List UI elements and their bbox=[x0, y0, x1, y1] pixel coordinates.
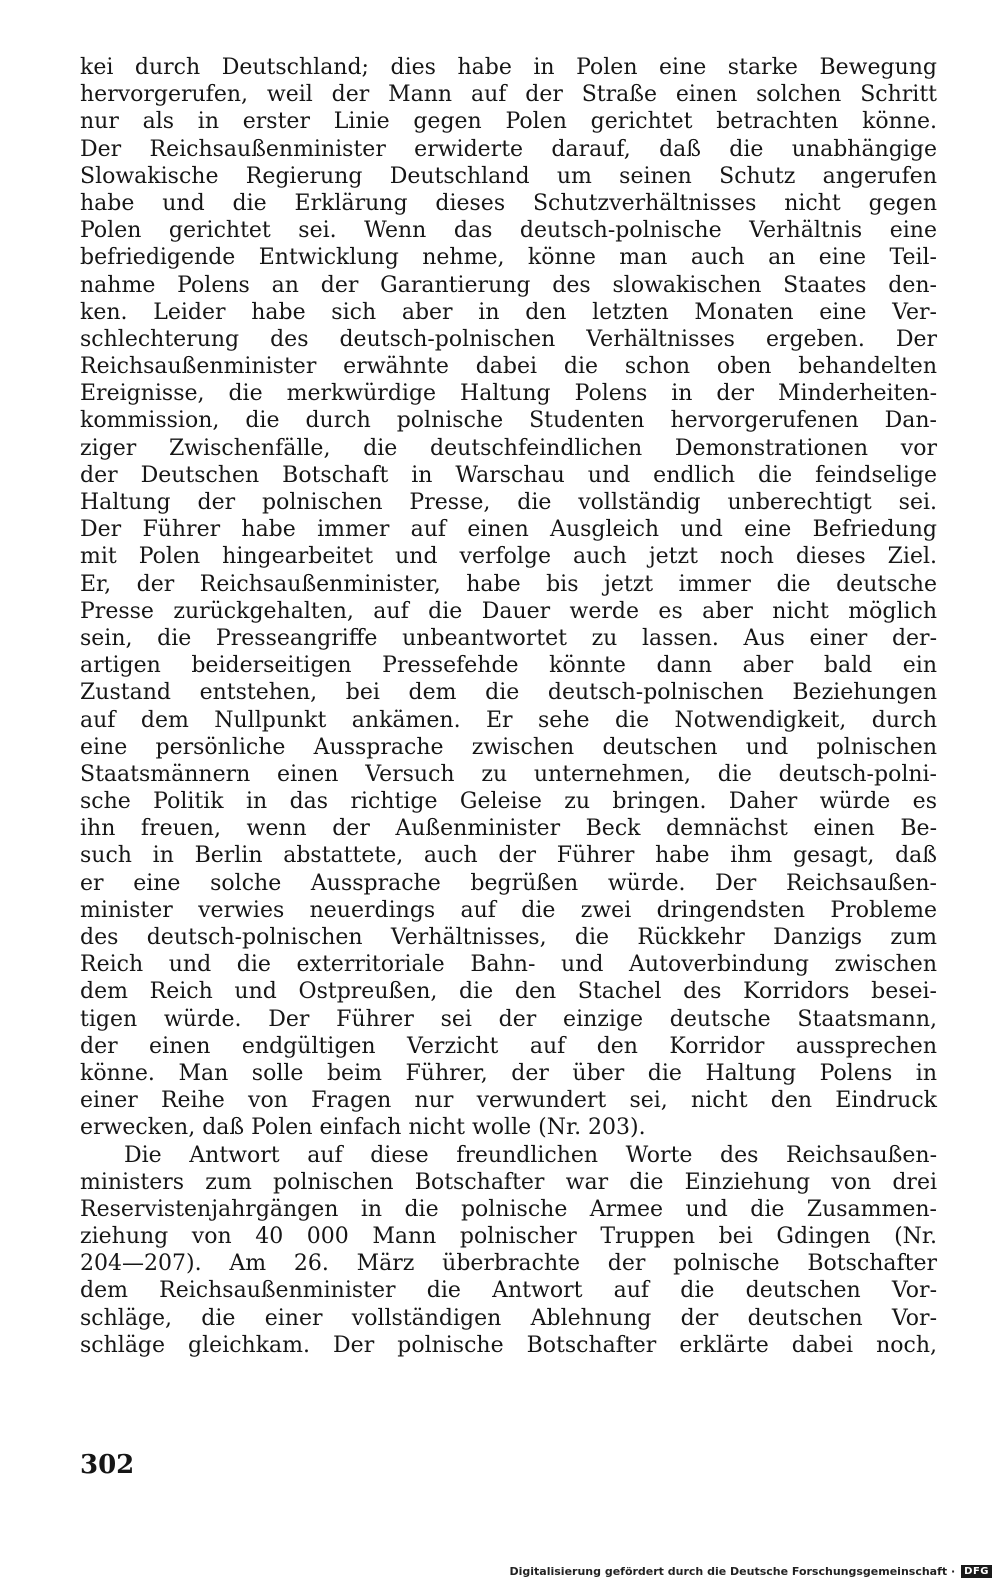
text-line: er eine solche Aussprache begrüßen würde. Der Reichsaußen- bbox=[80, 870, 937, 896]
text-line: ministers zum polnischen Botschafter war die Einziehung von drei bbox=[80, 1169, 937, 1195]
text-line: einer Reihe von Fragen nur verwundert sei, nicht den Eindruck bbox=[80, 1088, 937, 1114]
digitization-credit-text: Digitalisierung gefördert durch die Deutsche Forschungsgemeinschaft · bbox=[509, 1565, 956, 1578]
text-line: dem Reichsaußenminister die Antwort auf die deutschen Vor- bbox=[80, 1278, 937, 1304]
text-line: mit Polen hingearbeitet und verfolge auch jetzt noch dieses Ziel. bbox=[80, 544, 937, 570]
body-text bbox=[80, 54, 937, 1359]
text-line: Der Führer habe immer auf einen Ausgleich und eine Befriedung bbox=[80, 517, 937, 543]
text-line: tigen würde. Der Führer sei der einzige deutsche Staatsmann, bbox=[80, 1006, 937, 1032]
text-line: Die Antwort auf diese freundlichen Worte des Reichsaußen- bbox=[124, 1142, 937, 1168]
text-line: nahme Polens an der Garantierung des slowakischen Staates den- bbox=[80, 272, 937, 298]
text-line: auf dem Nullpunkt ankämen. Er sehe die Notwendigkeit, durch bbox=[80, 707, 937, 733]
text-line: Er, der Reichsaußenminister, habe bis jetzt immer die deutsche bbox=[80, 571, 937, 597]
text-line: schläge gleichkam. Der polnische Botschafter erklärte dabei noch, bbox=[80, 1332, 937, 1358]
text-line: eine persönliche Aussprache zwischen deutschen und polnischen bbox=[80, 734, 937, 760]
text-line: Der Reichsaußenminister erwiderte darauf, daß die unabhängige bbox=[80, 136, 937, 162]
text-line: hervorgerufen, weil der Mann auf der Straße einen solchen Schritt bbox=[80, 82, 937, 108]
text-line: 204—207). Am 26. März überbrachte der polnische Botschafter bbox=[80, 1251, 937, 1277]
text-line: schläge, die einer vollständigen Ablehnung der deutschen Vor- bbox=[80, 1305, 937, 1331]
text-line: Ereignisse, die merkwürdige Haltung Polens in der Minderheiten- bbox=[80, 381, 937, 407]
text-line: Reichsaußenminister erwähnte dabei die schon oben behandelten bbox=[80, 354, 937, 380]
text-line: kommission, die durch polnische Studenten hervorgerufenen Dan- bbox=[80, 408, 937, 434]
text-line: Reservistenjahrgängen in die polnische Armee und die Zusammen- bbox=[80, 1196, 937, 1222]
text-line: Slowakische Regierung Deutschland um seinen Schutz angerufen bbox=[80, 163, 937, 189]
text-line: kei durch Deutschland; dies habe in Polen eine starke Bewegung bbox=[80, 55, 937, 80]
text-line: Haltung der polnischen Presse, die vollständig unberechtigt sei. bbox=[80, 490, 937, 515]
text-line: ihn freuen, wenn der Außenminister Beck demnächst einen Be- bbox=[80, 816, 937, 842]
text-line: Polen gerichtet sei. Wenn das deutsch-polnische Verhältnis eine bbox=[80, 218, 937, 244]
text-line: ken. Leider habe sich aber in den letzten Monaten eine Ver- bbox=[80, 299, 937, 325]
dfg-logo: DFG bbox=[961, 1565, 992, 1578]
text-line: habe und die Erklärung dieses Schutzverhältnisses nicht gegen bbox=[80, 190, 937, 216]
digitization-credit bbox=[509, 1565, 992, 1578]
text-line: artigen beiderseitigen Pressefehde könnte dann aber bald ein bbox=[80, 653, 937, 679]
text-line: Zustand entstehen, bei dem die deutsch-polnischen Beziehungen bbox=[80, 680, 937, 706]
text-line: Reich und die exterritoriale Bahn- und Autoverbindung zwischen bbox=[80, 952, 937, 978]
text-line: Staatsmännern einen Versuch zu unternehmen, die deutsch-polni- bbox=[80, 761, 937, 787]
text-line: könne. Man solle beim Führer, der über die Haltung Polens in bbox=[80, 1060, 937, 1086]
text-line: erwecken, daß Polen einfach nicht wolle (Nr. 203). bbox=[80, 1115, 646, 1141]
text-line: minister verwies neuerdings auf die zwei dringendsten Probleme bbox=[80, 897, 937, 923]
page-number: 302 bbox=[80, 1450, 135, 1480]
text-line: ziehung von 40 000 Mann polnischer Truppen bei Gdingen (Nr. bbox=[80, 1224, 937, 1250]
text-line: ziger Zwischenfälle, die deutschfeindlichen Demonstrationen vor bbox=[80, 435, 937, 461]
text-line: befriedigende Entwicklung nehme, könne man auch an eine Teil- bbox=[80, 245, 937, 271]
text-line: sche Politik in das richtige Geleise zu bringen. Daher würde es bbox=[80, 789, 937, 815]
text-line: sein, die Presseangriffe unbeantwortet zu lassen. Aus einer der- bbox=[80, 625, 937, 651]
text-line: such in Berlin abstattete, auch der Führer habe ihm gesagt, daß bbox=[80, 843, 937, 869]
text-line: Presse zurückgehalten, auf die Dauer werde es aber nicht möglich bbox=[80, 598, 937, 624]
text-line: schlechterung des deutsch-polnischen Verhältnisses ergeben. Der bbox=[80, 326, 937, 352]
text-line: nur als in erster Linie gegen Polen gerichtet betrachten könne. bbox=[80, 109, 937, 135]
text-line: der Deutschen Botschaft in Warschau und endlich die feindselige bbox=[80, 462, 937, 488]
text-line: dem Reich und Ostpreußen, die den Stachel des Korridors besei- bbox=[80, 979, 937, 1005]
text-line: des deutsch-polnischen Verhältnisses, die Rückkehr Danzigs zum bbox=[80, 925, 937, 950]
text-line: der einen endgültigen Verzicht auf den Korridor aussprechen bbox=[80, 1033, 937, 1059]
